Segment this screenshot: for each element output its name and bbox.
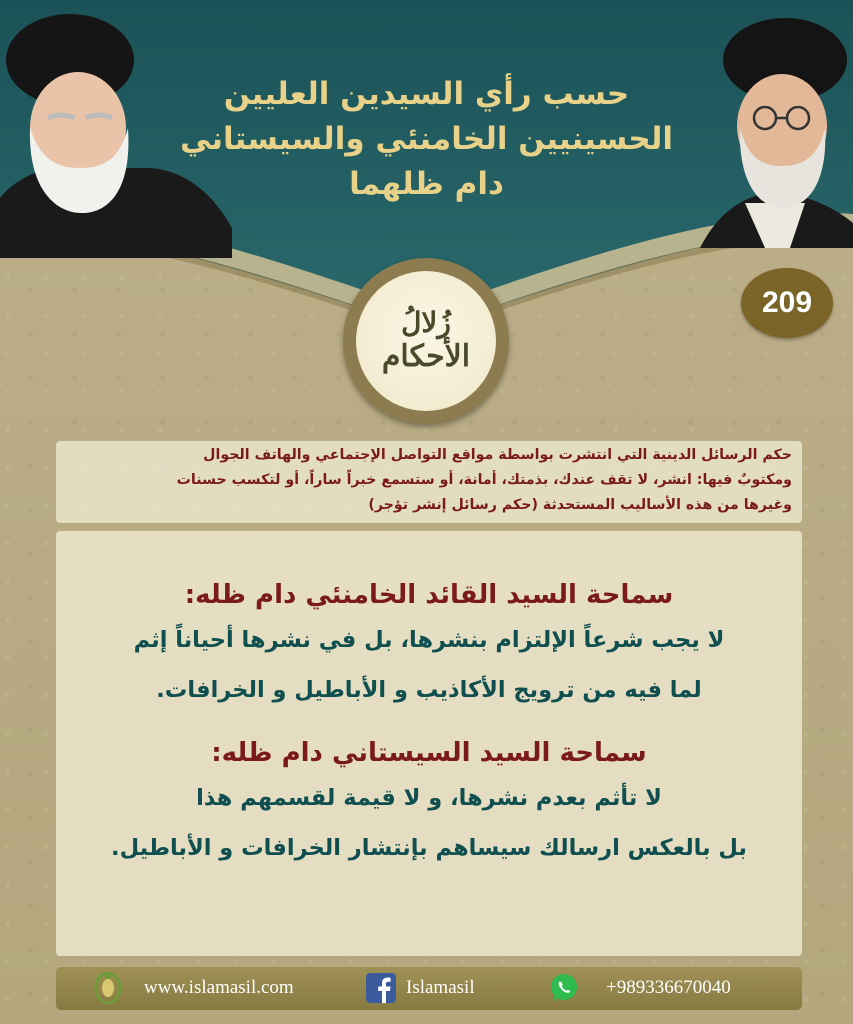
title-line-2: الحسينيين الخامنئي والسيستاني (180, 121, 673, 157)
logo-text-line-2: الأحكام (381, 339, 471, 374)
answer-line: لا تأثم بعدم نشرها، و لا قيمة لقسمهم هذا (196, 785, 662, 811)
zulal-ahkam-logo (343, 258, 509, 424)
question-line: حكم الرسائل الدينية التي انتشرت بواسطة مواقع التواصل الإجتماعي والهاتف الجوال (203, 447, 792, 463)
answer-heading-khamenei: سماحة السيد القائد الخامنئي دام ظله: (184, 580, 674, 610)
page-title (160, 72, 693, 207)
logo-inner (356, 271, 496, 411)
answer-heading-sistani: سماحة السيد السيستاني دام ظله: (211, 738, 647, 768)
question-line: وغيرها من هذه الأساليب المستحدثة (حكم رسائل إنشر تؤجر) (368, 497, 792, 513)
emblem-icon (92, 966, 124, 1010)
answer-line: لما فيه من ترويج الأكاذيب و الأباطيل و الخرافات. (156, 677, 702, 703)
portrait-right (690, 8, 853, 248)
website-link[interactable]: www.islamasil.com (144, 977, 294, 998)
whatsapp-icon[interactable] (549, 966, 579, 1010)
logo-text-line-1: زُلالُ (401, 306, 451, 339)
question-box (56, 441, 802, 523)
answers-box (56, 531, 802, 956)
footer-bar (56, 966, 802, 1010)
title-line-1: حسب رأي السيدين العليين (223, 76, 630, 112)
phone-number[interactable]: +989336670040 (606, 977, 731, 998)
facebook-handle[interactable]: Islamasil (406, 977, 475, 998)
answer-line: بل بالعكس ارسالك سيساهم بإنتشار الخرافات و الأباطيل. (111, 835, 747, 861)
question-line: ومكتوبٌ فيها: انشر، لا تقف عندك، بذمتك، أمانة، أو ستسمع خبراً ساراً، أو لتكسب حسنات (176, 472, 792, 488)
answer-line: لا يجب شرعاً الإلتزام بنشرها، بل في نشرها أحياناً إثم (133, 627, 725, 653)
title-line-3: دام ظلهما (349, 166, 504, 202)
facebook-icon[interactable] (366, 966, 396, 1010)
episode-number-badge: 209 (741, 268, 833, 338)
